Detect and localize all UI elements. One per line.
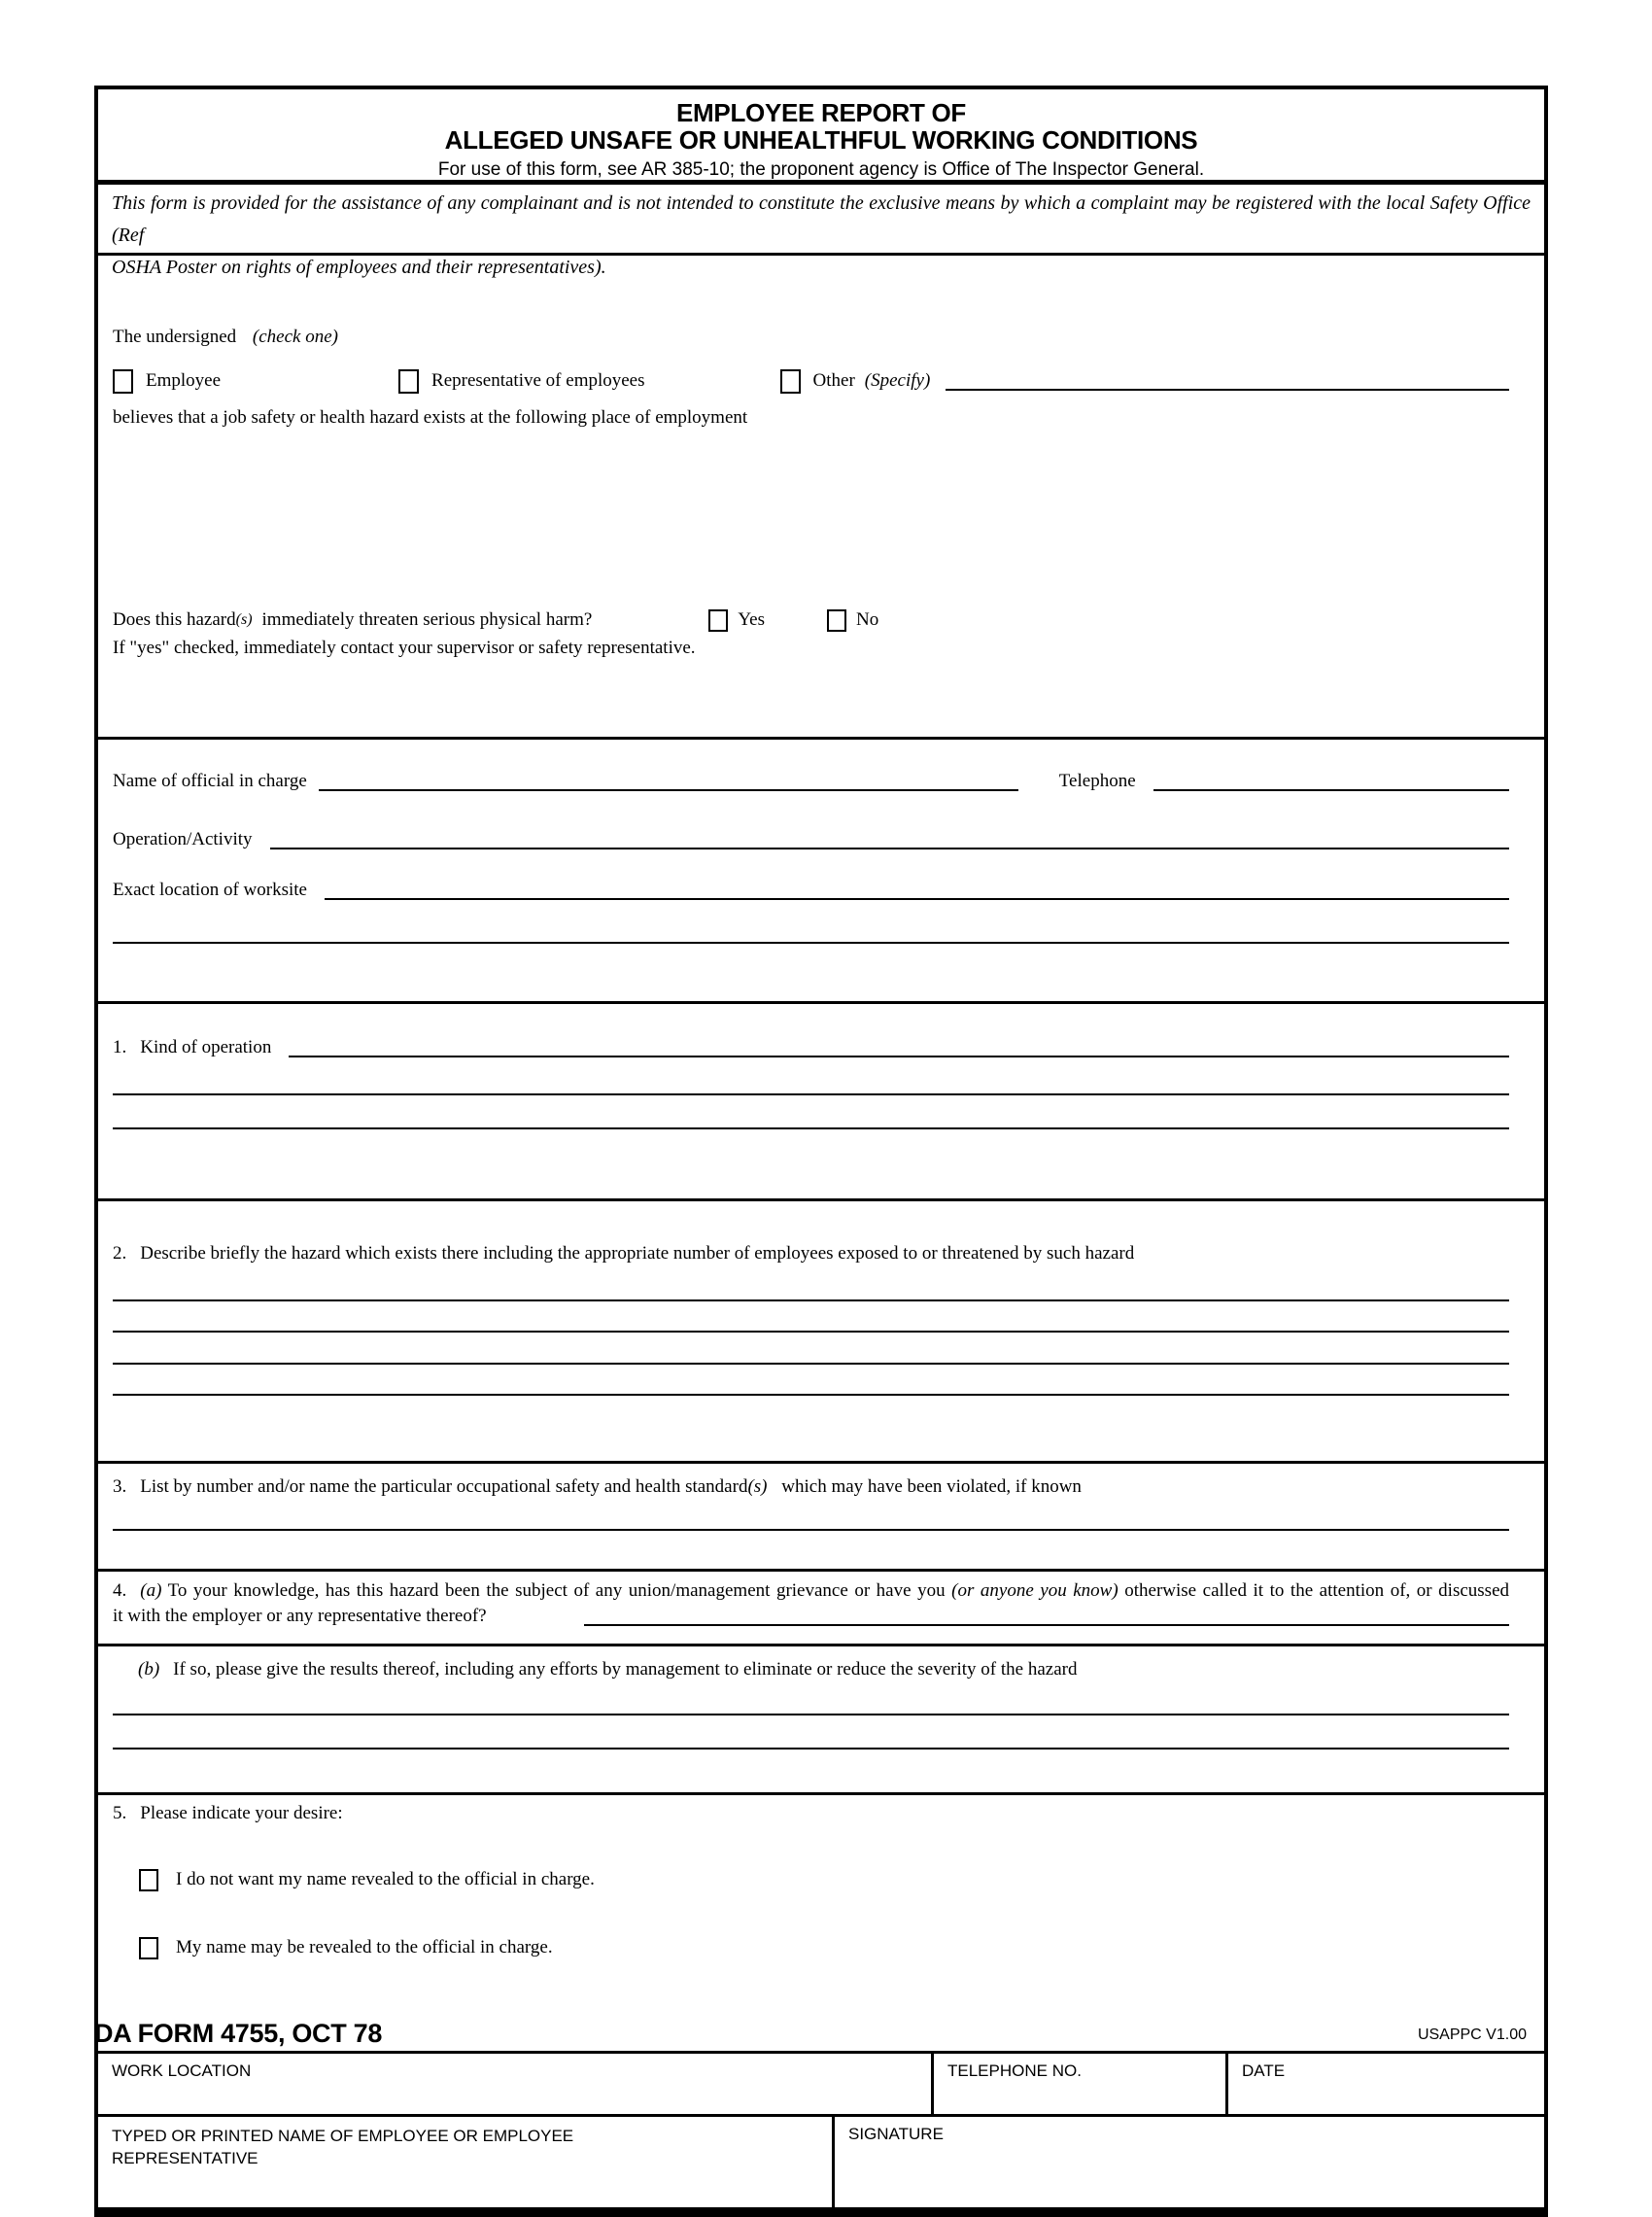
hazard-question-s: (s) bbox=[235, 611, 253, 628]
worksite-field-line2[interactable] bbox=[113, 942, 1509, 944]
item4a-text1: To your knowledge, has this hazard been the subject of any union/management grievance or have you bbox=[167, 1580, 946, 1601]
other-specify-field[interactable] bbox=[946, 389, 1509, 391]
item4a-italic: (or anyone you know) bbox=[951, 1580, 1119, 1601]
item5-option1 bbox=[139, 1867, 1509, 1892]
form-header bbox=[98, 89, 1544, 185]
item1-label: Kind of operation bbox=[140, 1037, 272, 1057]
da-form-4755 bbox=[94, 86, 1548, 2217]
operation-activity-field[interactable] bbox=[270, 848, 1509, 849]
signature-table-row1 bbox=[98, 2054, 1544, 2117]
item4b-section bbox=[98, 1657, 1544, 1795]
item2-number: 2. bbox=[113, 1243, 127, 1264]
official-name-row bbox=[113, 769, 1509, 794]
item2-field-line3[interactable] bbox=[113, 1363, 1509, 1365]
item4-number: 4. bbox=[113, 1580, 127, 1601]
undersigned-label: The undersigned bbox=[113, 327, 237, 347]
signature-table bbox=[98, 2054, 1544, 2207]
item4b-row bbox=[138, 1657, 1509, 1682]
no-checkbox[interactable] bbox=[827, 609, 846, 632]
item3-label-part1: List by number and/or name the particular occupational safety and health standard bbox=[140, 1476, 748, 1497]
item2-section bbox=[98, 1241, 1544, 1464]
name-not-revealed-label: I do not want my name revealed to the official in charge. bbox=[176, 1869, 595, 1889]
item3-number: 3. bbox=[113, 1476, 127, 1497]
yes-label: Yes bbox=[738, 609, 765, 630]
item1-section bbox=[98, 1035, 1544, 1201]
representative-label: Representative of employees bbox=[431, 370, 645, 391]
item4b-label: If so, please give the results thereof, including any efforts by management to eliminate or reduce the severity of the hazard bbox=[173, 1659, 1078, 1680]
item1-field-line2[interactable] bbox=[113, 1093, 1509, 1095]
item1-number: 1. bbox=[113, 1037, 127, 1057]
item3-row bbox=[113, 1474, 1509, 1500]
operation-activity-label: Operation/Activity bbox=[113, 829, 253, 849]
name-may-be-revealed-label: My name may be revealed to the official in charge. bbox=[176, 1937, 553, 1957]
employee-option bbox=[113, 369, 221, 394]
item4a-answer-field[interactable] bbox=[584, 1624, 1509, 1626]
item5-option2 bbox=[139, 1935, 1509, 1960]
work-location-label: WORK LOCATION bbox=[112, 2061, 252, 2080]
other-option bbox=[780, 369, 1509, 394]
item1-field[interactable] bbox=[289, 1056, 1509, 1057]
item4b-letter: (b) bbox=[138, 1659, 160, 1680]
yes-checkbox[interactable] bbox=[708, 609, 728, 632]
date-cell[interactable] bbox=[1228, 2054, 1544, 2114]
form-subtitle: For use of this form, see AR 385-10; the proponent agency is Office of The Inspector General. bbox=[437, 159, 1205, 180]
official-name-field[interactable] bbox=[319, 789, 1018, 791]
check-one-note: (check one) bbox=[252, 327, 338, 347]
signature-label: SIGNATURE bbox=[848, 2125, 944, 2143]
name-may-be-revealed-checkbox[interactable] bbox=[139, 1937, 158, 1959]
advisory-note-section bbox=[98, 185, 1544, 278]
representative-option bbox=[398, 369, 644, 394]
other-label: Other bbox=[812, 370, 855, 391]
worksite-field[interactable] bbox=[325, 898, 1509, 900]
item4b-field-line1[interactable] bbox=[113, 1714, 1509, 1715]
name-not-revealed-checkbox[interactable] bbox=[139, 1869, 158, 1891]
signature-cell[interactable] bbox=[835, 2117, 1544, 2207]
item3-field-line1[interactable] bbox=[113, 1529, 1509, 1531]
official-name-label: Name of official in charge bbox=[113, 771, 307, 791]
item3-label-s: (s) bbox=[747, 1476, 768, 1497]
item4a-line1 bbox=[113, 1578, 1509, 1604]
hazard-question-part1: Does this hazard bbox=[113, 609, 236, 630]
item4a-line2 bbox=[113, 1604, 1509, 1629]
hazard-question-part2: immediately threaten serious physical harm? bbox=[261, 609, 593, 630]
hazard-instruction: If "yes" checked, immediately contact your supervisor or safety representative. bbox=[113, 638, 696, 658]
item4a-text3: it with the employer or any representative thereof? bbox=[113, 1606, 487, 1626]
form-title-line1: EMPLOYEE REPORT OF bbox=[676, 98, 966, 127]
employee-checkbox[interactable] bbox=[113, 369, 133, 394]
typed-name-label: TYPED OR PRINTED NAME OF EMPLOYEE OR EMPLOYEE REPRESENTATIVE bbox=[112, 2127, 574, 2167]
date-label: DATE bbox=[1242, 2061, 1286, 2080]
worksite-label: Exact location of worksite bbox=[113, 880, 307, 900]
hazard-threat-question-row bbox=[113, 607, 1509, 633]
believes-text: believes that a job safety or health hazard exists at the following place of employment bbox=[113, 407, 748, 428]
telephone-no-cell[interactable] bbox=[934, 2054, 1228, 2114]
telephone-no-label: TELEPHONE NO. bbox=[947, 2061, 1082, 2080]
item5-number: 5. bbox=[113, 1803, 127, 1823]
advisory-note-line1: This form is provided for the assistance of any complainant and is not intended to constitute the exclusive means by which a complaint may be registered with the local Safety Office (Ref bbox=[112, 192, 1531, 246]
worksite-row bbox=[113, 878, 1509, 903]
item4a-text2: otherwise called it to the attention of, or discussed bbox=[1124, 1580, 1509, 1601]
item2-field-line1[interactable] bbox=[113, 1299, 1509, 1301]
item2-field-line4[interactable] bbox=[113, 1394, 1509, 1396]
form-title-line2: ALLEGED UNSAFE OR UNHEALTHFUL WORKING CONDITIONS bbox=[444, 125, 1198, 155]
no-label: No bbox=[855, 609, 879, 630]
form-id: DA FORM 4755, OCT 78 bbox=[94, 2019, 383, 2048]
other-specify-note: (Specify) bbox=[864, 370, 931, 391]
item4a-section bbox=[98, 1578, 1544, 1646]
signature-table-row2 bbox=[98, 2117, 1544, 2207]
item5-section bbox=[98, 1801, 1544, 2054]
item4a-letter: (a) bbox=[140, 1580, 162, 1601]
item5-row bbox=[113, 1801, 1509, 1826]
item2-label: Describe briefly the hazard which exists there including the appropriate number of employees exposed to or threatened by such hazard bbox=[140, 1243, 1135, 1264]
form-version: USAPPC V1.00 bbox=[1417, 2026, 1527, 2043]
item1-field-line3[interactable] bbox=[113, 1127, 1509, 1129]
representative-checkbox[interactable] bbox=[398, 369, 419, 394]
item2-field-line2[interactable] bbox=[113, 1331, 1509, 1333]
work-location-cell[interactable] bbox=[98, 2054, 934, 2114]
other-checkbox[interactable] bbox=[780, 369, 801, 394]
telephone-label: Telephone bbox=[1058, 771, 1136, 791]
item1-row bbox=[113, 1035, 1509, 1060]
official-section bbox=[98, 769, 1544, 1004]
typed-name-cell[interactable] bbox=[98, 2117, 835, 2207]
item2-row bbox=[113, 1241, 1509, 1266]
undersigned-line bbox=[113, 326, 1509, 349]
item3-label-part2: which may have been violated, if known bbox=[781, 1476, 1082, 1497]
advisory-note-line2: OSHA Poster on rights of employees and their representatives). bbox=[112, 257, 606, 278]
complainant-section bbox=[98, 326, 1544, 740]
item5-label: Please indicate your desire: bbox=[140, 1803, 343, 1823]
operation-activity-row bbox=[113, 827, 1509, 852]
item3-section bbox=[98, 1474, 1544, 1572]
form-footer bbox=[94, 2019, 1548, 2049]
item4b-field-line2[interactable] bbox=[113, 1748, 1509, 1749]
telephone-field[interactable] bbox=[1153, 789, 1509, 791]
undersigned-options-row bbox=[113, 368, 1509, 394]
employee-label: Employee bbox=[146, 370, 222, 391]
